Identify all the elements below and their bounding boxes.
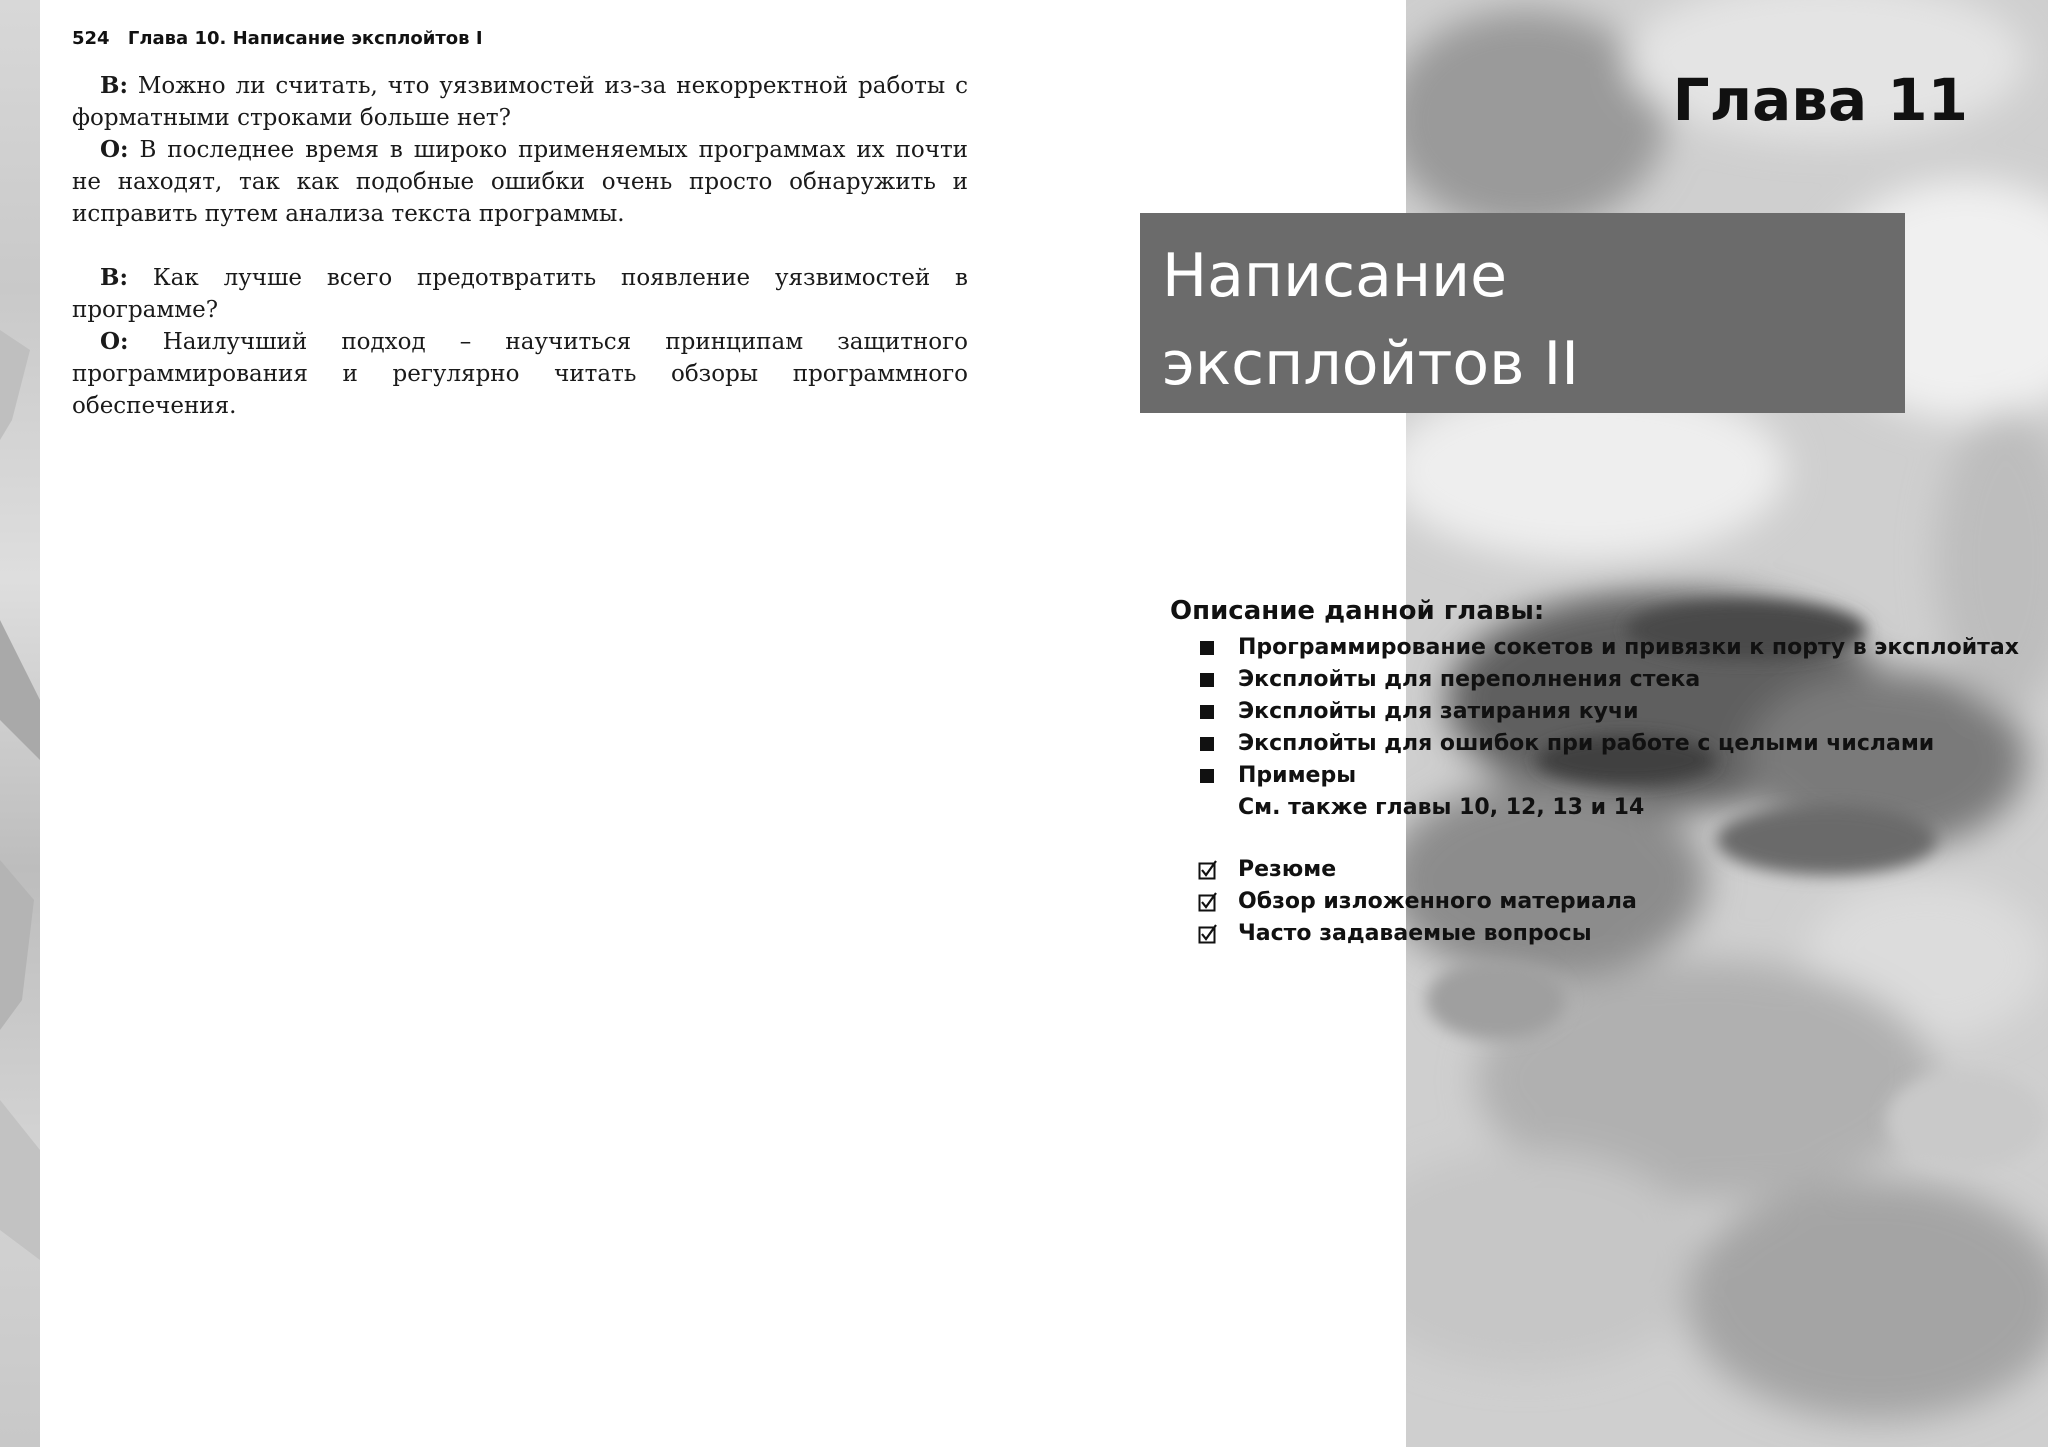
qa-block-1	[72, 70, 968, 230]
question-label: В:	[100, 264, 128, 291]
running-head	[72, 28, 483, 49]
see-also-text: См. также главы 10, 12, 13 и 14	[1238, 795, 1645, 820]
topic-list	[1170, 632, 2019, 792]
section-checklist	[1170, 854, 2010, 950]
question-text: Можно ли считать, что уязвимостей из-за некорректной работы с форматными строками больше нет?	[72, 73, 968, 131]
checklist-text: Часто задаваемые вопросы	[1238, 921, 1592, 946]
question-1	[72, 70, 968, 134]
answer-2	[72, 326, 968, 422]
checklist-item	[1170, 854, 2010, 886]
topic-item	[1170, 728, 2010, 760]
answer-text: В последнее время в широко применяемых программах их почти не находят, так как подобные ошибки очень просто обнаружить и исправить путем анализа текста программы.	[72, 137, 969, 227]
checkbox-checked-icon	[1198, 860, 1218, 880]
topic-item	[1170, 760, 2010, 792]
chapter-title-line-1: Написание	[1162, 241, 1507, 311]
square-bullet-icon	[1200, 641, 1214, 655]
scan-edge-texture	[0, 0, 40, 1447]
answer-1	[72, 134, 968, 230]
checklist-text: Резюме	[1238, 857, 1337, 882]
checklist-item	[1170, 918, 2010, 950]
description-heading: Описание данной главы:	[1170, 596, 1545, 626]
topic-text: Примеры	[1238, 763, 1357, 788]
running-head-title: Глава 10. Написание эксплойтов I	[127, 28, 483, 49]
question-2	[72, 262, 968, 326]
checkbox-checked-icon	[1198, 892, 1218, 912]
answer-text: Наилучший подход – научиться принципам защитного программирования и регулярно читать обзоры программного обеспечения.	[72, 329, 968, 419]
question-text: Как лучше всего предотвратить появление уязвимостей в программе?	[72, 265, 968, 323]
square-bullet-icon	[1200, 673, 1214, 687]
topic-item	[1170, 632, 2019, 664]
checklist-item	[1170, 886, 2010, 918]
answer-label: О:	[100, 328, 129, 355]
checklist-text: Обзор изложенного материала	[1238, 889, 1637, 914]
chapter-title-line-2: эксплойтов II	[1162, 329, 1579, 399]
page-scan-edge	[0, 0, 40, 1447]
square-bullet-icon	[1200, 769, 1214, 783]
topic-text: Эксплойты для затирания кучи	[1238, 699, 1639, 724]
topic-text: Программирование сокетов и привязки к порту в эксплойтах	[1238, 635, 2019, 660]
checkbox-checked-icon	[1198, 924, 1218, 944]
topic-item	[1170, 664, 2010, 696]
chapter-number: Глава 11	[1672, 66, 1968, 134]
answer-label: О:	[100, 136, 129, 163]
page-number: 524	[72, 28, 110, 49]
question-label: В:	[100, 72, 128, 99]
topic-text: Эксплойты для ошибок при работе с целыми числами	[1238, 731, 1935, 756]
qa-block-2	[72, 262, 968, 422]
topic-item	[1170, 696, 2010, 728]
topic-text: Эксплойты для переполнения стека	[1238, 667, 1701, 692]
square-bullet-icon	[1200, 705, 1214, 719]
chapter-title-box	[1140, 213, 1905, 413]
chapter-description	[1170, 596, 2019, 950]
square-bullet-icon	[1200, 737, 1214, 751]
